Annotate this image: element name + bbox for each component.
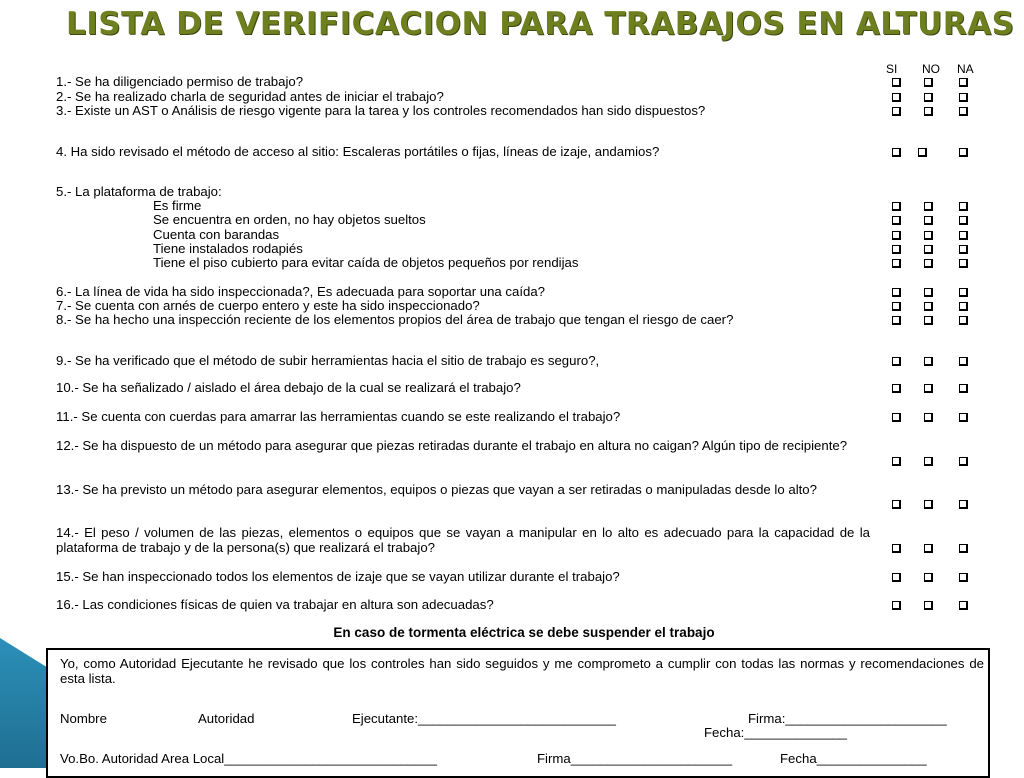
fecha2-field[interactable]: Fecha_______________: [780, 751, 927, 766]
question-11: 11.- Se cuenta con cuerdas para amarrar las herramientas cuando se este realizando el trabajo?: [56, 409, 621, 424]
question-8: 8.- Se ha hecho una inspección reciente de los elementos propios del área de trabajo que tengan el riesgo de caer?: [56, 312, 734, 327]
checkbox-no[interactable]: [918, 148, 927, 157]
checkbox-group-q7: [890, 301, 980, 313]
question-5: 5.- La plataforma de trabajo:: [56, 184, 222, 199]
checkbox-na[interactable]: [959, 148, 968, 157]
checkbox-group-q3: [890, 106, 980, 118]
checkbox-na[interactable]: [959, 316, 968, 325]
declaration-text: Yo, como Autoridad Ejecutante he revisado que los controles han sido seguidos y me comprometo a cumplir con todas las normas y recomendaciones de esta lista.: [60, 656, 984, 686]
question-5d: Tiene instalados rodapiés: [153, 241, 303, 256]
checkbox-no[interactable]: [924, 457, 933, 466]
checkbox-si[interactable]: [892, 500, 901, 509]
checkbox-si[interactable]: [892, 544, 901, 553]
checkbox-na[interactable]: [959, 231, 968, 240]
checkbox-no[interactable]: [924, 573, 933, 582]
question-16: 16.- Las condiciones físicas de quien va trabajar en altura son adecuadas?: [56, 597, 494, 612]
nombre-label: Nombre: [60, 711, 107, 726]
column-header-na: NA: [957, 62, 974, 76]
checkbox-no[interactable]: [924, 384, 933, 393]
checkbox-group-q4: [890, 147, 980, 159]
question-13: 13.- Se ha previsto un método para asegurar elementos, equipos o piezas que vayan a ser retiradas o manipuladas desde lo alto?: [56, 482, 817, 497]
checkbox-si[interactable]: [892, 148, 901, 157]
question-1: 1.- Se ha diligenciado permiso de trabajo?: [56, 74, 304, 89]
checkbox-na[interactable]: [959, 93, 968, 102]
checkbox-na[interactable]: [959, 544, 968, 553]
firma-field[interactable]: Firma:______________________: [748, 711, 947, 726]
checkbox-no[interactable]: [924, 500, 933, 509]
question-5b: Se encuentra en orden, no hay objetos sueltos: [153, 212, 426, 227]
page-title: LISTA DE VERIFICACION PARA TRABAJOS EN ALTURAS: [66, 6, 1015, 42]
checkbox-si[interactable]: [892, 413, 901, 422]
checkbox-no[interactable]: [924, 544, 933, 553]
question-7: 7.- Se cuenta con arnés de cuerpo entero y este ha sido inspeccionado?: [56, 298, 480, 313]
checkbox-na[interactable]: [959, 78, 968, 87]
checkbox-group-q5a: [890, 201, 980, 213]
checkbox-no[interactable]: [924, 413, 933, 422]
question-14: 14.- El peso / volumen de las piezas, elementos o equipos que se vayan a manipular en lo alto es adecuado para la capacidad de la plataforma de trabajo y de la persona(s) que realizará el trabajo?: [56, 525, 870, 555]
checkbox-group-q9: [890, 356, 980, 368]
checkbox-no[interactable]: [924, 357, 933, 366]
question-6: 6.- La línea de vida ha sido inspeccionada?, Es adecuada para soportar una caída?: [56, 284, 546, 299]
checkbox-no[interactable]: [924, 216, 933, 225]
checkbox-na[interactable]: [959, 107, 968, 116]
checkbox-si[interactable]: [892, 259, 901, 268]
question-12: 12.- Se ha dispuesto de un método para asegurar que piezas retiradas durante el trabajo en altura no caigan? Algún tipo de recipiente?: [56, 438, 848, 453]
checkbox-no[interactable]: [924, 231, 933, 240]
checkbox-na[interactable]: [959, 457, 968, 466]
autoridad-label: Autoridad: [198, 711, 255, 726]
checkbox-no[interactable]: [924, 601, 933, 610]
checkbox-si[interactable]: [892, 601, 901, 610]
checkbox-group-q2: [890, 92, 980, 104]
checkbox-na[interactable]: [959, 216, 968, 225]
checkbox-group-q5b: [890, 215, 980, 227]
checkbox-si[interactable]: [892, 457, 901, 466]
checkbox-no[interactable]: [924, 202, 933, 211]
checkbox-group-q8: [890, 315, 980, 327]
checkbox-group-q13: [890, 499, 980, 511]
question-9: 9.- Se ha verificado que el método de subir herramientas hacia el sitio de trabajo es seguro?,: [56, 353, 600, 368]
fecha-field[interactable]: Fecha:______________: [704, 725, 847, 740]
checkbox-si[interactable]: [892, 231, 901, 240]
question-4: 4. Ha sido revisado el método de acceso al sitio: Escaleras portátiles o fijas, líneas de izaje, andamios?: [56, 144, 660, 159]
question-2: 2.- Se ha realizado charla de seguridad antes de iniciar el trabajo?: [56, 89, 444, 104]
question-10: 10.- Se ha señalizado / aislado el área debajo de la cual se realizará el trabajo?: [56, 380, 521, 395]
column-header-si: SI: [886, 62, 898, 76]
checkbox-no[interactable]: [924, 78, 933, 87]
checkbox-si[interactable]: [892, 573, 901, 582]
column-header-no: NO: [922, 62, 940, 76]
checkbox-si[interactable]: [892, 288, 901, 297]
checkbox-group-q5c: [890, 230, 980, 242]
firma2-field[interactable]: Firma______________________: [537, 751, 733, 766]
question-3: 3.- Existe un AST o Análisis de riesgo vigente para la tarea y los controles recomendados han sido dispuestos?: [56, 103, 706, 118]
question-5e: Tiene el piso cubierto para evitar caída de objetos pequeños por rendijas: [153, 255, 579, 270]
checkbox-group-q12: [890, 456, 980, 468]
checkbox-si[interactable]: [892, 302, 901, 311]
checkbox-no[interactable]: [924, 107, 933, 116]
checkbox-si[interactable]: [892, 357, 901, 366]
checkbox-group-q15: [890, 572, 980, 584]
question-5a: Es firme: [153, 198, 202, 213]
checkbox-na[interactable]: [959, 601, 968, 610]
checkbox-no[interactable]: [924, 259, 933, 268]
checkbox-na[interactable]: [959, 500, 968, 509]
checkbox-si[interactable]: [892, 202, 901, 211]
question-5c: Cuenta con barandas: [153, 227, 280, 242]
checkbox-si[interactable]: [892, 316, 901, 325]
checkbox-no[interactable]: [924, 245, 933, 254]
decorative-corner-shape: [0, 638, 46, 768]
checkbox-na[interactable]: [959, 259, 968, 268]
checkbox-group-q6: [890, 287, 980, 299]
checkbox-na[interactable]: [959, 357, 968, 366]
checkbox-si[interactable]: [892, 216, 901, 225]
checkbox-group-q14: [890, 543, 980, 555]
checkbox-group-q16: [890, 600, 980, 612]
checkbox-group-q11: [890, 412, 980, 424]
checkbox-na[interactable]: [959, 288, 968, 297]
checkbox-no[interactable]: [924, 316, 933, 325]
checkbox-no[interactable]: [924, 302, 933, 311]
storm-warning-note: En caso de tormenta eléctrica se debe suspender el trabajo: [333, 625, 715, 640]
checkbox-group-q5e: [890, 258, 980, 270]
checkbox-si[interactable]: [892, 93, 901, 102]
checkbox-na[interactable]: [959, 302, 968, 311]
checkbox-si[interactable]: [892, 78, 901, 87]
checkbox-no[interactable]: [924, 93, 933, 102]
checkbox-na[interactable]: [959, 573, 968, 582]
ejecutante-field[interactable]: Ejecutante:___________________________: [352, 711, 617, 726]
checkbox-group-q1: [890, 77, 980, 89]
checkbox-si[interactable]: [892, 384, 901, 393]
checkbox-na[interactable]: [959, 413, 968, 422]
checkbox-group-q5d: [890, 244, 980, 256]
checkbox-si[interactable]: [892, 245, 901, 254]
checkbox-group-q10: [890, 383, 980, 395]
checkbox-na[interactable]: [959, 202, 968, 211]
question-15: 15.- Se han inspeccionado todos los elementos de izaje que se vayan utilizar durante el trabajo?: [56, 569, 620, 584]
checkbox-na[interactable]: [959, 384, 968, 393]
vobo-field[interactable]: Vo.Bo. Autoridad Area Local_____________________________: [60, 751, 437, 766]
checkbox-na[interactable]: [959, 245, 968, 254]
checkbox-no[interactable]: [924, 288, 933, 297]
checkbox-si[interactable]: [892, 107, 901, 116]
